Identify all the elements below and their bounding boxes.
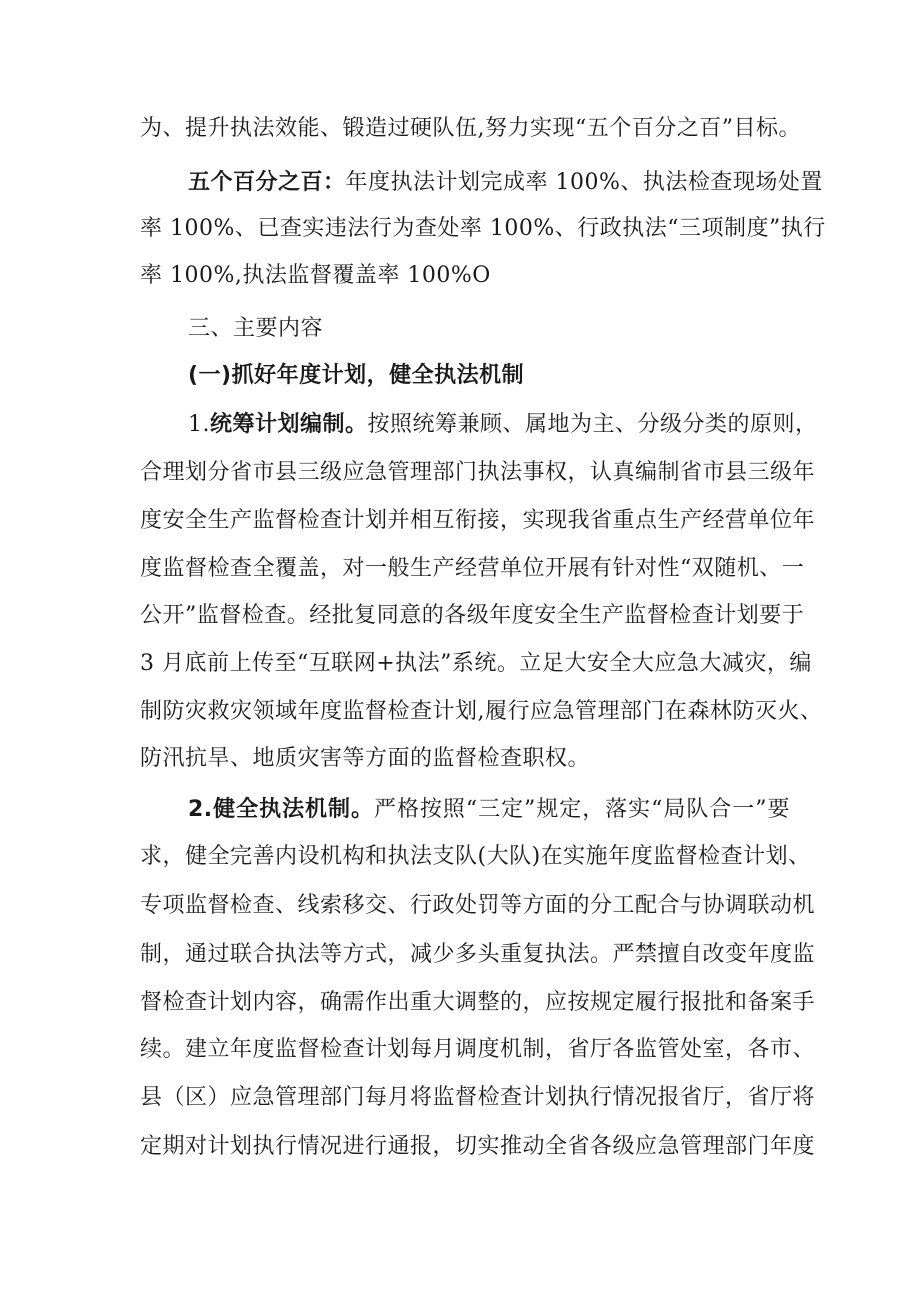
- item-1-line: 制防灾救灾领域年度监督检查计划,履行应急管理部门在森林防灭火、: [140, 699, 823, 724]
- item-1-line-1: [188, 410, 818, 440]
- five-hundred-label: 五个百分之百：: [188, 170, 346, 195]
- item-2-line: 专项监督检查、线索移交、行政处罚等方面的分工配合与协调联动机: [140, 893, 816, 918]
- item-1-line: 防汛抗旱、地质灾害等方面的监督检查职权。: [140, 746, 591, 771]
- item-1-line: 3 月底前上传至“互联网+执法”系统。立足大安全大应急大减灾，编: [140, 651, 812, 676]
- five-hundred-line-2: 率 100%、已查实违法行为查处率 100%、行政执法“三项制度”执行: [140, 216, 826, 241]
- item-2-line: 县（区）应急管理部门每月将监督检查计划执行情况报省厅，省厅将: [140, 1085, 816, 1110]
- item-1-title: 统筹计划编制。: [210, 412, 368, 437]
- paragraph-intro-tail: 为、提升执法效能、锻造过硬队伍,努力实现“五个百分之百”目标。: [140, 116, 801, 141]
- item-2-line: 求，健全完善内设机构和执法支队(大队)在实施年度监督检查计划、: [140, 844, 811, 869]
- five-hundred-line-1: [188, 168, 823, 198]
- item-2-title: 健全执法机制。: [212, 797, 374, 822]
- item-2-line-1: [188, 795, 790, 825]
- subsection-heading: (一)抓好年度计划，健全执法机制: [188, 363, 525, 388]
- item-2-line: 督检查计划内容，确需作出重大调整的，应按规定履行报批和备案手: [140, 990, 816, 1015]
- item-1-line: 公开”监督检查。经批复同意的各级年度安全生产监督检查计划要于: [140, 603, 805, 628]
- five-hundred-line-3: 率 100%,执法监督覆盖率 100%O: [140, 263, 491, 288]
- section-heading: 三、主要内容: [188, 316, 324, 341]
- item-2-text: 严格按照“三定”规定，落实“局队合一”要: [373, 797, 790, 822]
- item-2-line: 续。建立年度监督检查计划每月调度机制，省厅各监管处室，各市、: [140, 1037, 816, 1062]
- item-1-line: 度监督检查全覆盖，对一般生产经营单位开展有针对性“双随机、一: [140, 556, 805, 581]
- five-hundred-text: 年度执法计划完成率 100%、执法检查现场处置: [345, 170, 823, 195]
- item-2-line: 定期对计划执行情况进行通报，切实推动全省各级应急管理部门年度: [140, 1134, 816, 1159]
- item-2-line: 制，通过联合执法等方式，减少多头重复执法。严禁擅自改变年度监: [140, 942, 816, 967]
- item-1-line: 度安全生产监督检查计划并相互衔接，实现我省重点生产经营单位年: [140, 508, 816, 533]
- item-1-number: 1.: [188, 412, 210, 437]
- item-1-line: 合理划分省市县三级应急管理部门执法事权，认真编制省市县三级年: [140, 460, 816, 485]
- item-2-number: 2.: [188, 797, 213, 822]
- item-1-text: 按照统筹兼顾、属地为主、分级分类的原则，: [367, 412, 818, 437]
